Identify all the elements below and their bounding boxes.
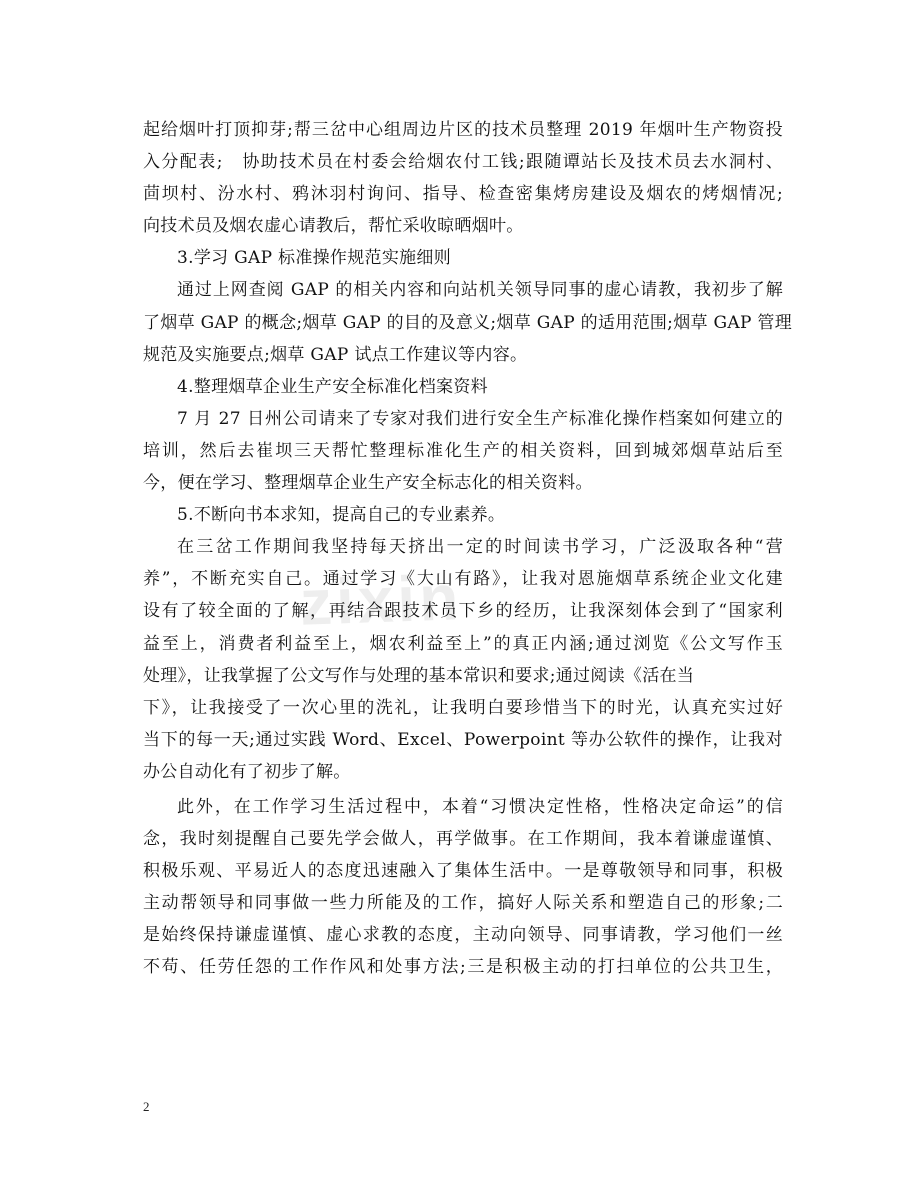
- text-line: 不苟、任劳任怨的工作作风和处事方法;三是积极主动的打扫单位的公共卫生，: [143, 957, 783, 978]
- text-line: 当下的每一天;通过实践 Word、Excel、Powerpoint 等办公软件的操作，让我对: [143, 729, 783, 750]
- text-line: 下》，让我接受了一次心里的洗礼，让我明白要珍惜当下的时光，认真充实过好: [143, 697, 783, 718]
- text-line: 7 月 27 日州公司请来了专家对我们进行安全生产标准化操作档案如何建立的: [177, 408, 783, 429]
- page-number: 2: [143, 1099, 150, 1114]
- text-line: 设有了较全面的了解，再结合跟技术员下乡的经历，让我深刻体会到了“国家利: [143, 601, 783, 622]
- section-heading: [143, 371, 783, 403]
- text-line: 积极乐观、平易近人的态度迅速融入了集体生活中。一是尊敬领导和同事，积极: [143, 861, 783, 882]
- text-line: 向技术员及烟农虚心请教后，帮忙采收晾晒烟叶。: [143, 216, 524, 237]
- paragraph: [143, 403, 783, 499]
- text-line: 益至上，消费者利益至上，烟农利益至上”的真正内涵;通过浏览《公文写作玉: [143, 633, 783, 654]
- text-line: 培训，然后去崔坝三天帮忙整理标准化生产的相关资料，回到城郊烟草站后至: [143, 440, 783, 461]
- text-line: 主动帮领导和同事做一些力所能及的工作，搞好人际关系和塑造自己的形象;二: [143, 893, 783, 914]
- watermark: zixin: [298, 561, 464, 639]
- text-line: 茴坝村、汾水村、鸦沐羽村询问、指导、检查密集烤房建设及烟农的烤烟情况;: [143, 184, 783, 205]
- text-line: 规范及实施要点;烟草 GAP 试点工作建议等内容。: [143, 344, 528, 365]
- text-line: 通过上网查阅 GAP 的相关内容和向站机关领导同事的虚心请教，我初步了解: [177, 280, 783, 301]
- heading-line: 4.整理烟草企业生产安全标准化档案资料: [177, 376, 488, 397]
- text-line: 此外，在工作学习生活过程中，本着“习惯决定性格，性格决定命运”的信: [177, 796, 783, 817]
- paragraph: [143, 791, 783, 984]
- section-heading: [143, 242, 783, 274]
- paragraph: [143, 274, 792, 370]
- text-line: 念，我时刻提醒自己要先学会做人，再学做事。在工作期间，我本着谦虚谨慎、: [143, 829, 783, 850]
- document-body: [143, 114, 792, 984]
- text-line: 今，便在学习、整理烟草企业生产安全标志化的相关资料。: [143, 473, 593, 494]
- paragraph: [143, 114, 783, 242]
- paragraph: [143, 531, 783, 788]
- text-line: 入分配表; 协助技术员在村委会给烟农付工钱;跟随谭站长及技术员去水洞村、: [143, 152, 783, 173]
- text-line: 了烟草 GAP 的概念;烟草 GAP 的目的及意义;烟草 GAP 的适用范围;烟草 GAP 管理: [143, 312, 792, 333]
- text-line: 养”，不断充实自己。通过学习《大山有路》，让我对恩施烟草系统企业文化建: [143, 569, 783, 590]
- heading-line: 5.不断向书本求知，提高自己的专业素养。: [177, 505, 506, 526]
- text-line: 办公自动化有了初步了解。: [143, 761, 351, 782]
- text-line: 是始终保持谦虚谨慎、虚心求教的态度，主动向领导、同事请教，学习他们一丝: [143, 925, 783, 946]
- text-line: 在三岔工作期间我坚持每天挤出一定的时间读书学习，广泛汲取各种“营: [177, 537, 783, 558]
- text-line: 起给烟叶打顶抑芽;帮三岔中心组周边片区的技术员整理 2019 年烟叶生产物资投: [143, 120, 783, 140]
- heading-line: 3.学习 GAP 标准操作规范实施细则: [177, 248, 452, 269]
- section-heading: [143, 499, 783, 531]
- text-line: 处理》，让我掌握了公文写作与处理的基本常识和要求;通过阅读《活在当: [143, 665, 695, 686]
